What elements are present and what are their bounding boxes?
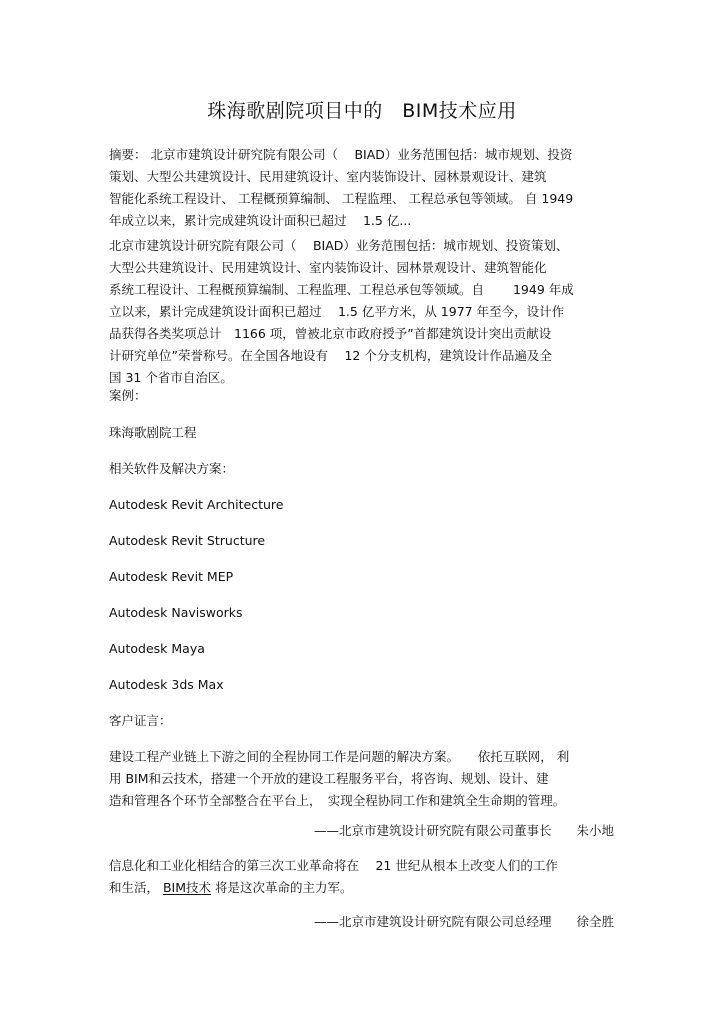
- intro-line: 立以来，累计完成建筑设计面积已超过 1.5 亿平方米，从 1977 年至今，设计作: [109, 304, 565, 319]
- abstract-line: 策划、大型公共建筑设计、民用建筑设计、室内装饰设计、园林景观设计、建筑: [109, 169, 547, 184]
- abstract-line: 摘要： 北京市建筑设计研究院有限公司（ BIAD）业务范围包括：城市规划、投资: [109, 147, 573, 162]
- quote-paragraph-2: [109, 855, 619, 899]
- quote-text: 和生活，: [109, 880, 163, 895]
- intro-line: 大型公共建筑设计、民用建筑设计、室内装饰设计、园林景观设计、建筑智能化: [109, 260, 547, 275]
- software-item: Autodesk Navisworks: [109, 605, 243, 620]
- software-label: 相关软件及解决方案：: [109, 461, 235, 476]
- intro-line: 国 31 个省市自治区。: [109, 370, 233, 385]
- software-item: Autodesk Maya: [109, 641, 205, 656]
- intro-line: 计研究单位”荣誉称号。在全国各地设有 12 个分支机构，建筑设计作品遍及全: [109, 348, 552, 363]
- abstract-paragraph: [109, 144, 619, 232]
- quote-signature-1: ——北京市建筑设计研究院有限公司董事长 朱小地: [313, 823, 614, 838]
- page-title: 珠海歌剧院项目中的 BIM技术应用: [207, 100, 517, 122]
- abstract-line: 年成立以来，累计完成建筑设计面积已超过 1.5 亿...: [109, 213, 412, 228]
- software-item: Autodesk 3ds Max: [109, 677, 224, 692]
- software-item: Autodesk Revit MEP: [109, 569, 234, 584]
- case-name: 珠海歌剧院工程: [109, 425, 197, 440]
- quote-line: 用 BIM和云技术，搭建一个开放的建设工程服务平台，将咨询、规划、设计、建: [109, 771, 549, 786]
- case-label: 案例：: [109, 388, 147, 403]
- quote-line: [109, 877, 619, 899]
- intro-line: 品获得各类奖项总计 1166 项，曾被北京市政府授予”首都建筑设计突出贡献设: [109, 326, 552, 341]
- software-item: Autodesk Revit Structure: [109, 533, 266, 548]
- quote-line: 造和管理各个环节全部整合在平台上， 实现全程协同工作和建筑全生命期的管理。: [109, 793, 566, 808]
- intro-line: 北京市建筑设计研究院有限公司（ BIAD）业务范围包括：城市规划、投资策划、: [109, 238, 569, 253]
- quote-line: 信息化和工业化相结合的第三次工业革命将在 21 世纪从根本上改变人们的工作: [109, 858, 558, 873]
- quote-line: 建设工程产业链上下游之间的全程协同工作是问题的解决方案。 依托互联网， 利: [109, 749, 570, 764]
- quote-text: 将是这次革命的主力军。: [211, 880, 353, 895]
- abstract-line: 智能化系统工程设计、 工程概预算编制、 工程监理、 工程总承包等领域。 自 1949: [109, 191, 574, 206]
- intro-line: 系统工程设计、工程概预算编制、工程监理、工程总承包等领域。自 1949 年成: [109, 282, 574, 297]
- software-item: Autodesk Revit Architecture: [109, 497, 284, 512]
- testimonial-label: 客户证言：: [109, 713, 172, 728]
- intro-paragraph: [109, 235, 619, 389]
- bim-underlined-text: BIM技术: [162, 880, 212, 895]
- quote-paragraph-1: [109, 746, 619, 812]
- quote-signature-2: ——北京市建筑设计研究院有限公司总经理 徐全胜: [313, 914, 614, 929]
